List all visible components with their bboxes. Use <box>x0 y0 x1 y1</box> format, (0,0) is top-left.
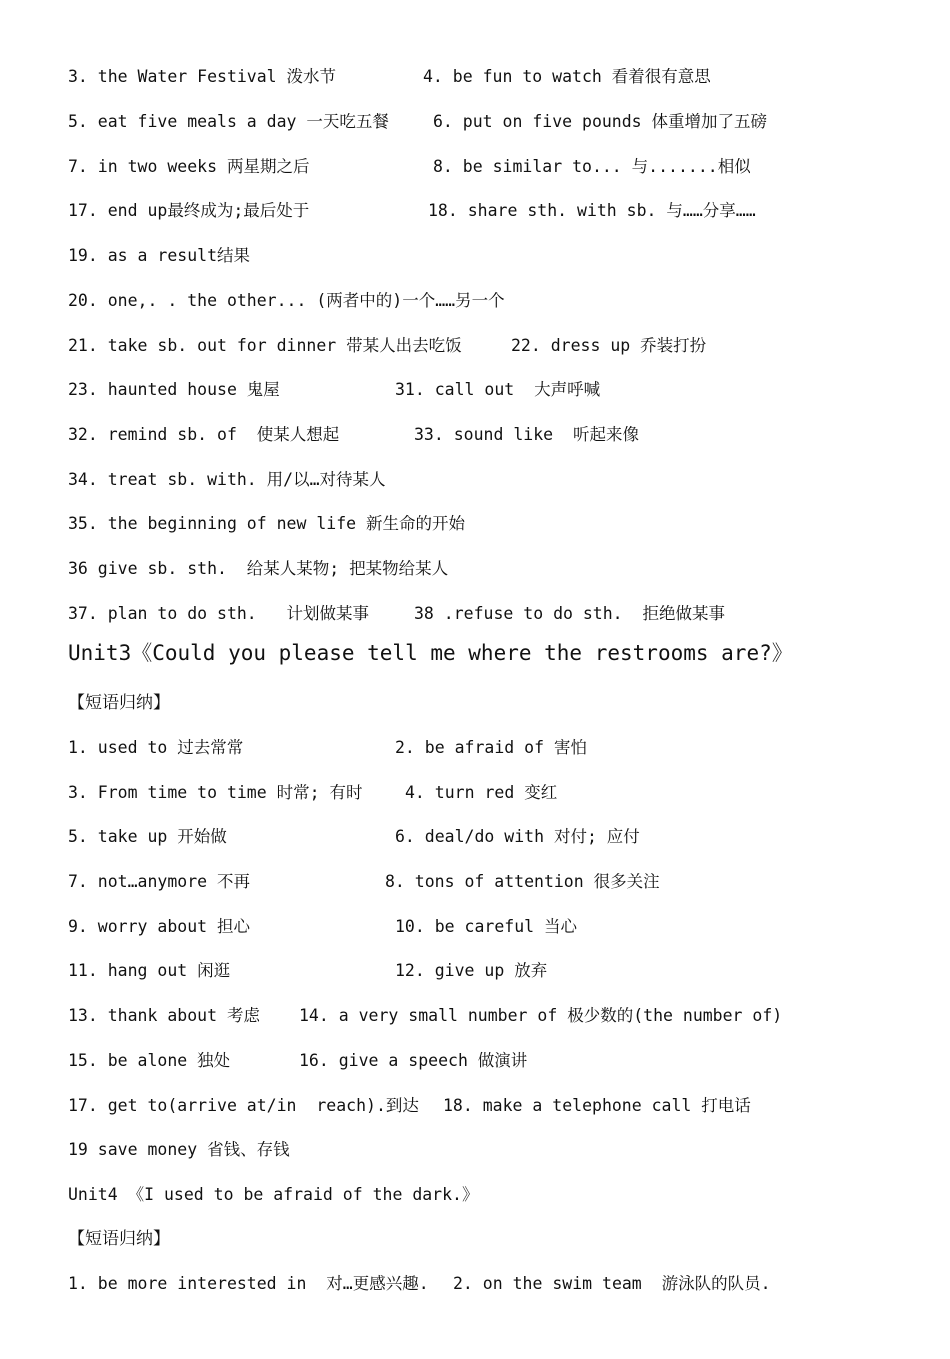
phrase-row <box>68 778 558 808</box>
phrase-row <box>68 509 466 539</box>
phrase-item: 12. give up 放弃 <box>395 961 548 980</box>
phrase-item: 33. sound like 听起来像 <box>414 425 639 444</box>
phrase-row <box>68 375 601 405</box>
phrase-item: 32. remind sb. of 使某人想起 <box>68 425 340 444</box>
phrase-row <box>68 956 548 986</box>
phrase-item: 4. be fun to watch 看着很有意思 <box>423 67 711 86</box>
phrase-item: 38 .refuse to do sth. 拒绝做某事 <box>414 604 725 623</box>
phrase-row <box>68 196 756 226</box>
phrase-item: 1. used to 过去常常 <box>68 738 244 757</box>
phrase-item: 1. be more interested in 对…更感兴趣. <box>68 1274 429 1293</box>
phrase-row <box>68 599 725 629</box>
phrase-item: 37. plan to do sth. 计划做某事 <box>68 604 370 623</box>
phrase-item: 35. the beginning of new life 新生命的开始 <box>68 514 466 533</box>
phrase-item: 19 save money 省钱、存钱 <box>68 1140 290 1159</box>
unit4-title: Unit4 《I used to be afraid of the dark.》 <box>68 1185 479 1204</box>
phrase-item: 7. in two weeks 两星期之后 <box>68 157 310 176</box>
phrase-item: 23. haunted house 鬼屋 <box>68 380 280 399</box>
phrase-row <box>68 912 578 942</box>
phrase-item: 18. make a telephone call 打电话 <box>443 1096 751 1115</box>
phrase-item: 34. treat sb. with. 用/以…对待某人 <box>68 470 386 489</box>
phrase-row <box>68 1046 528 1076</box>
phrase-item: 7. not…anymore 不再 <box>68 872 251 891</box>
phrase-item: 13. thank about 考虑 <box>68 1006 260 1025</box>
phrase-row <box>68 554 449 584</box>
phrase-item: 4. turn red 变红 <box>405 783 558 802</box>
phrase-item: 5. take up 开始做 <box>68 827 227 846</box>
phrase-row <box>68 420 639 450</box>
phrase-item: 8. be similar to... 与.......相似 <box>433 157 751 176</box>
phrase-item: 10. be careful 当心 <box>395 917 578 936</box>
phrase-item: 6. put on five pounds 体重增加了五磅 <box>433 112 768 131</box>
phrase-row <box>68 1269 771 1299</box>
unit3-section-label: 【短语归纳】 <box>68 693 170 713</box>
phrase-item: 18. share sth. with sb. 与……分享…… <box>428 201 756 220</box>
phrase-item: 2. be afraid of 害怕 <box>395 738 587 757</box>
phrase-item: 36 give sb. sth. 给某人某物; 把某物给某人 <box>68 559 449 578</box>
phrase-item: 31. call out 大声呼喊 <box>395 380 601 399</box>
phrase-item: 8. tons of attention 很多关注 <box>385 872 660 891</box>
phrase-row <box>68 1001 783 1031</box>
phrase-item: 15. be alone 独处 <box>68 1051 231 1070</box>
phrase-item: 2. on the swim team 游泳队的队员. <box>453 1274 771 1293</box>
phrase-item: 14. a very small number of 极少数的(the number of) <box>299 1006 783 1025</box>
phrase-row <box>68 241 251 271</box>
phrase-row <box>68 733 587 763</box>
phrase-row <box>68 62 711 92</box>
phrase-row <box>68 465 386 495</box>
unit3-title: Unit3《Could you please tell me where the restrooms are?》 <box>68 641 793 665</box>
phrase-item: 3. From time to time 时常; 有时 <box>68 783 363 802</box>
phrase-row <box>68 107 768 137</box>
phrase-item: 3. the Water Festival 泼水节 <box>68 67 337 86</box>
phrase-row <box>68 867 660 897</box>
phrase-item: 5. eat five meals a day 一天吃五餐 <box>68 112 389 131</box>
phrase-item: 16. give a speech 做演讲 <box>299 1051 528 1070</box>
unit4-section-label: 【短语归纳】 <box>68 1229 170 1249</box>
phrase-item: 11. hang out 闲逛 <box>68 961 231 980</box>
phrase-row <box>68 331 707 361</box>
phrase-item: 6. deal/do with 对付; 应付 <box>395 827 640 846</box>
phrase-item: 19. as a result结果 <box>68 246 251 265</box>
phrase-row <box>68 822 640 852</box>
phrase-row <box>68 1091 751 1121</box>
phrase-item: 21. take sb. out for dinner 带某人出去吃饭 <box>68 336 462 355</box>
phrase-row <box>68 286 505 316</box>
phrase-item: 20. one,. . the other... (两者中的)一个……另一个 <box>68 291 505 310</box>
phrase-row <box>68 1135 290 1165</box>
phrase-item: 17. get to(arrive at/in reach).到达 <box>68 1096 419 1115</box>
phrase-item: 9. worry about 担心 <box>68 917 251 936</box>
phrase-item: 22. dress up 乔装打扮 <box>511 336 707 355</box>
phrase-row <box>68 152 751 182</box>
phrase-item: 17. end up最终成为;最后处于 <box>68 201 310 220</box>
